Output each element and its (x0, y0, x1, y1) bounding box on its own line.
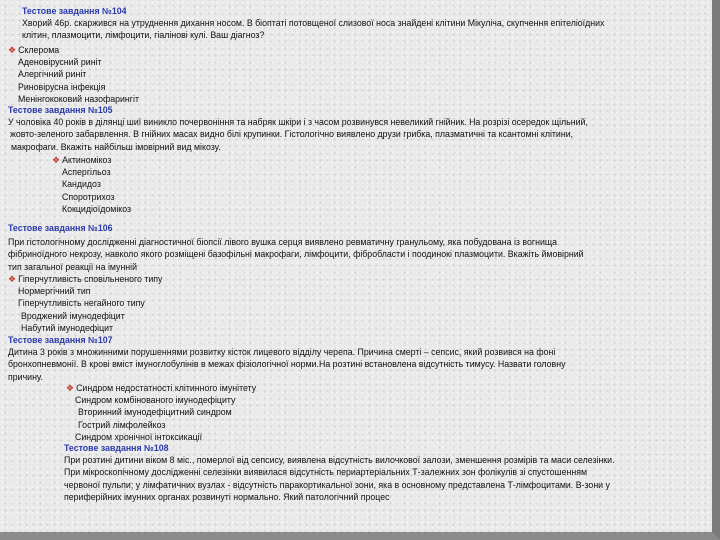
answers-106 (8, 273, 162, 334)
diamond-marker-icon: ❖ (8, 45, 17, 55)
question-105 (8, 104, 588, 153)
question-text-line: При гістологічному дослідженні діагностичної біопсії лівого вушка серця виявлено ревматичну гранульому, яка побудована із вогнища (8, 237, 557, 248)
answer-option[interactable]: Кокцидіоїдомікоз (62, 203, 132, 214)
question-text-line: червоної пульпи; у лімфатичних вузлах - відсутність паракортикальної зони, яка в основному представлена Т-лімфоцитами. В-зони у (64, 479, 610, 490)
question-text-line: причину. (8, 371, 43, 382)
answer-option[interactable]: Синдром хронічної інтоксикації (75, 431, 203, 442)
question-header: Тестове завдання №108 (64, 443, 169, 453)
answer-option-correct[interactable] (52, 154, 131, 166)
diamond-marker-icon: ❖ (8, 274, 17, 284)
answers-105 (52, 154, 131, 215)
answers-104 (8, 44, 139, 105)
question-header: Тестове завдання №107 (8, 335, 113, 345)
answer-option[interactable]: Набутий імунодефіцит (21, 322, 114, 333)
question-text-line: Хворий 46р. скаржився на утруднення дихання носом. В біоптаті потовщеної слизової носа знайдені клітини Мікуліча, скупчення епітеліоїдних (22, 18, 605, 29)
answer-option[interactable]: Синдром комбінованого імунодефіциту (75, 395, 236, 406)
question-text-line: фібриноїдного некрозу, навколо якого розміщені базофільні макрофаги, лімфоцити, фібробласти і поодинокі плазмоцити. Вкажіть ймовірний (8, 249, 584, 260)
question-106 (8, 222, 584, 273)
question-text-line: При розтині дитини віком 8 міс., померлої від сепсису, виявлена відсутність вилочкової залози, зменшення розмірів та маси селезінки. (64, 455, 615, 466)
answer-label: Актиномікоз (62, 155, 112, 165)
answer-option[interactable]: Риновірусна інфекція (18, 81, 106, 92)
diamond-marker-icon: ❖ (66, 383, 75, 393)
answer-option-correct[interactable] (8, 44, 139, 56)
question-104 (22, 5, 604, 42)
answers-107 (66, 382, 256, 443)
question-text-line: бронхопневмонії. В крові вміст імуноглобулінів в межах фізіологічної норми.На розтині встановлена відсутність тимусу. Назвати головну (8, 359, 566, 370)
question-header: Тестове завдання №106 (8, 223, 113, 233)
question-header: Тестове завдання №104 (22, 6, 127, 16)
question-text-line: При мікроскопічному дослідженні селезінки виявилася відсутність периартеріальних Т-залежних зон фолікулів зі спустошенням (64, 467, 588, 478)
question-header: Тестове завдання №105 (8, 105, 113, 115)
answer-option[interactable]: Алергічний риніт (18, 69, 87, 80)
answer-label: Синдром недостатності клітинного імунітету (76, 383, 257, 393)
question-text-line: тип загальної реакції на імунній (8, 261, 138, 272)
answer-option-correct[interactable] (8, 273, 162, 285)
answer-label: Склерома (18, 45, 60, 55)
answer-label: Гіперчутливість сповільненого типу (18, 274, 163, 284)
question-text-line: У чоловіка 40 років в ділянці шиї виникло почервоніння та набряк шкіри і з часом розвинувся невеликий гнійник. На розрізі осередок щільний, (8, 117, 588, 128)
answer-option[interactable]: Вторинний імунодефіцитний синдром (78, 407, 232, 418)
question-text-line: периферійних імунних органах розвинуті нормально. Який патологічний процес (64, 491, 390, 502)
question-108 (64, 442, 615, 503)
question-text-line: жовто-зеленого забарвлення. В гнійних масах видно білі крупинки. Гістологічно виявлено друзи грибка, плазматичні та ксантомні клітини, (10, 129, 574, 140)
question-text-line: Дитина 3 років з множинними порушеннями розвитку кісток лицевого відділу черепа. Причина смерті – сепсис, який розвився на фоні (8, 347, 556, 358)
answer-option[interactable]: Аденовірусний риніт (18, 57, 102, 68)
answer-option-correct[interactable] (66, 382, 256, 394)
answer-option[interactable]: Гіперчутливість негайного типу (18, 298, 145, 309)
answer-option[interactable]: Гострий лімфолейкоз (78, 419, 166, 430)
diamond-marker-icon: ❖ (52, 155, 61, 165)
question-text-line: клітин, плазмоцити, лімфоцити, гіалінові кулі. Ваш діагноз? (22, 30, 265, 41)
answer-option[interactable]: Споротрихоз (62, 191, 115, 202)
answer-option[interactable]: Аспергільоз (62, 167, 111, 178)
answer-option[interactable]: Нормергічний тип (18, 286, 91, 297)
answer-option[interactable]: Вроджений імунодефіцит (21, 310, 125, 321)
answer-option[interactable]: Кандидоз (62, 179, 101, 190)
question-text-line: макрофаги. Вкажіть найбільш імовірний вид мікозу. (11, 141, 221, 152)
answer-option[interactable]: Менінгококовий назофарингіт (18, 93, 139, 104)
question-107 (8, 334, 565, 383)
